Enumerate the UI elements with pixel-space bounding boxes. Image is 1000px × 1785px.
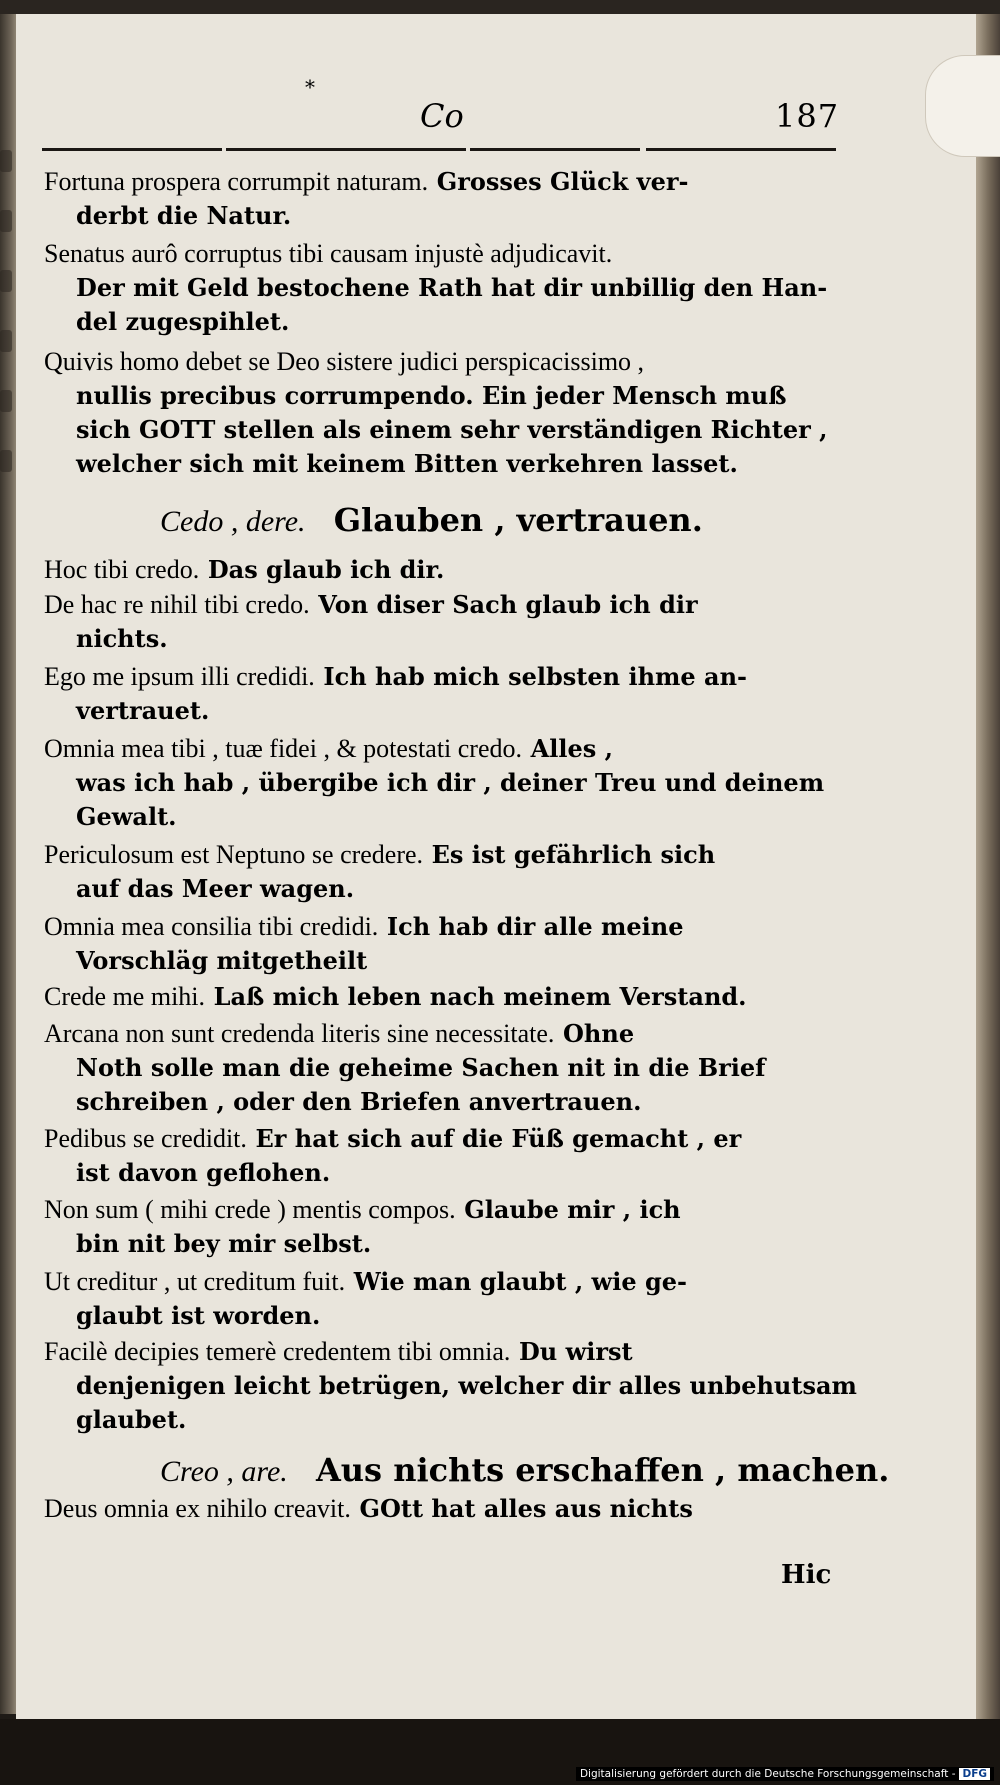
german-translation: Alles , (530, 734, 613, 763)
german-translation: nullis precibus corrumpendo. Ein jeder Mensch muß (76, 381, 787, 410)
latin-phrase: Omnia mea consilia tibi credidi. (44, 912, 379, 941)
dictionary-entry (44, 1122, 859, 1190)
german-translation-continued: glaubt ist worden. (76, 1301, 321, 1330)
german-translation-continued: glaubet. (76, 1405, 187, 1434)
credit-text: Digitalisierung gefördert durch die Deutsche Forschungsgemeinschaft - (579, 1768, 956, 1780)
dictionary-entry (44, 1335, 859, 1437)
german-translation: Das glaub ich dir. (207, 555, 445, 584)
german-translation: Ohne (563, 1019, 635, 1048)
german-translation-continued: del zugespihlet. (76, 307, 290, 336)
latin-phrase: Periculosum est Neptuno se credere. (44, 840, 424, 869)
dictionary-entry (44, 732, 859, 834)
german-translation: Laß mich leben nach meinem Verstand. (213, 982, 747, 1011)
german-translation-continued: Vorschläg mitgetheilt (76, 946, 368, 975)
latin-phrase: De hac re nihil tibi credo. (44, 590, 310, 619)
latin-phrase: Arcana non sunt credenda literis sine necessitate. (44, 1019, 555, 1048)
dfg-logo: DFG (959, 1768, 990, 1780)
dictionary-entry (44, 165, 859, 233)
dictionary-entry (44, 838, 859, 906)
german-translation: Er hat sich auf die Füß gemacht , er (255, 1124, 742, 1153)
catchword: Hic (781, 1560, 832, 1590)
lemma-latin: Creo , are. (160, 1455, 288, 1488)
german-translation-continued: Noth solle man die geheime Sachen nit in die Brief (76, 1053, 766, 1082)
german-translation: Du wirst (518, 1337, 633, 1366)
german-translation-continued: sich GOTT stellen als einem sehr verständigen Richter , (76, 415, 828, 444)
page-number: 187 (775, 97, 840, 135)
dictionary-entry (44, 660, 859, 728)
dictionary-entry (44, 910, 859, 978)
dictionary-entry (44, 1492, 859, 1526)
german-translation: Ich hab dir alle meine (386, 912, 684, 941)
latin-phrase: Deus omnia ex nihilo creavit. (44, 1494, 351, 1523)
latin-phrase: Ego me ipsum illi credidi. (44, 662, 315, 691)
latin-phrase: Fortuna prospera corrumpit naturam. (44, 167, 429, 196)
dictionary-entry (44, 588, 859, 656)
german-translation-continued: schreiben , oder den Briefen anvertrauen. (76, 1087, 642, 1116)
scan-top-border (0, 0, 1000, 14)
latin-phrase: Quivis homo debet se Deo sistere judici perspicacissimo , (44, 347, 645, 376)
running-header (40, 75, 840, 155)
dictionary-entry (44, 1193, 859, 1261)
dictionary-entry (44, 980, 859, 1014)
latin-phrase: Omnia mea tibi , tuæ fidei , & potestati credo. (44, 734, 523, 763)
german-translation: Wie man glaubt , wie ge- (353, 1267, 687, 1296)
german-translation-continued: derbt die Natur. (76, 201, 292, 230)
german-translation: Glaube mir , ich (464, 1195, 681, 1224)
header-rule (226, 148, 466, 151)
lemma-heading (160, 1450, 889, 1492)
latin-phrase: Ut creditur , ut creditum fuit. (44, 1267, 346, 1296)
german-translation-continued: auf das Meer wagen. (76, 874, 355, 903)
latin-phrase: Pedibus se credidit. (44, 1124, 247, 1153)
header-rule (646, 148, 836, 151)
dictionary-entry (44, 1265, 859, 1333)
latin-phrase: Facilè decipies temerè credentem tibi omnia. (44, 1337, 511, 1366)
header-rule (470, 148, 640, 151)
german-translation-continued: ist davon geflohen. (76, 1158, 331, 1187)
digitization-credit (576, 1767, 994, 1781)
german-translation-continued: Gewalt. (76, 802, 177, 831)
german-translation: Es ist gefährlich sich (431, 840, 716, 869)
page-tab-marker (925, 55, 1000, 157)
german-translation-continued: vertrauet. (76, 696, 210, 725)
lemma-german: Aus nichts erschaffen , machen. (315, 1451, 890, 1489)
latin-phrase: Crede me mihi. (44, 982, 206, 1011)
dictionary-entry (44, 345, 859, 481)
german-translation: GOtt hat alles aus nichts (359, 1494, 693, 1523)
gutter-bleedthrough (0, 150, 14, 470)
german-translation: Der mit Geld bestochene Rath hat dir unbillig den Han- (76, 273, 828, 302)
german-translation: Ich hab mich selbsten ihme an- (323, 662, 747, 691)
dictionary-entry (44, 553, 859, 587)
german-translation-continued: nichts. (76, 624, 168, 653)
lemma-latin: Cedo , dere. (160, 505, 306, 538)
header-rule (42, 148, 222, 151)
german-translation-continued: denjenigen leicht betrügen, welcher dir alles unbehutsam (76, 1371, 857, 1400)
latin-phrase: Hoc tibi credo. (44, 555, 200, 584)
scan-bottom-border (0, 1719, 1000, 1785)
dictionary-entry (44, 1017, 859, 1119)
german-translation: Von diser Sach glaub ich dir (318, 590, 698, 619)
column-heading: Co (420, 97, 464, 135)
header-mark: * (305, 75, 315, 99)
dictionary-entry (44, 237, 859, 339)
page-edge (976, 14, 1000, 1719)
lemma-heading (160, 500, 703, 542)
german-translation: Grosses Glück ver- (436, 167, 689, 196)
lemma-german: Glauben , vertrauen. (333, 501, 703, 539)
german-translation-continued: welcher sich mit keinem Bitten verkehren lasset. (76, 449, 738, 478)
german-translation-continued: was ich hab , übergibe ich dir , deiner Treu und deinem (76, 768, 825, 797)
german-translation-continued: bin nit bey mir selbst. (76, 1229, 372, 1258)
latin-phrase: Non sum ( mihi crede ) mentis compos. (44, 1195, 456, 1224)
latin-phrase: Senatus aurô corruptus tibi causam injustè adjudicavit. (44, 239, 613, 268)
